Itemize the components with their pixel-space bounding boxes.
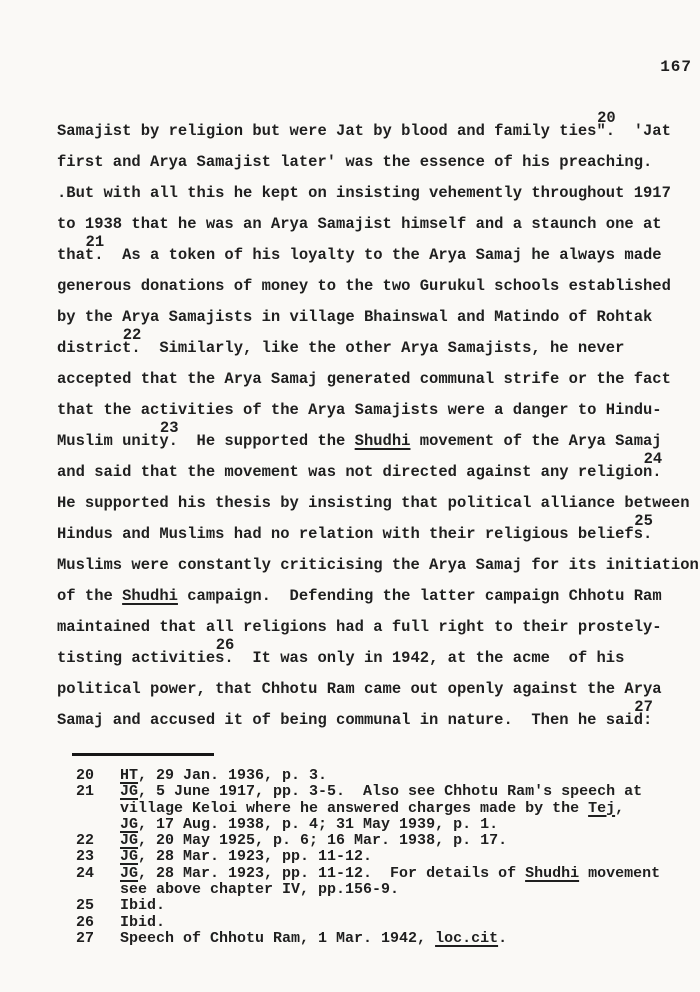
footnote-number: 20 (76, 767, 95, 784)
text-run: district. (57, 339, 141, 357)
footnote-line (120, 898, 700, 914)
footnote (76, 915, 700, 931)
text-run: accepted that the Arya Samaj generated communal strife or the fact (57, 370, 671, 388)
body-line: Samaj and accused it of being communal in nature. Then he said:27 (57, 698, 653, 729)
text-run: Samaj and accused it of being communal in nature. Then he said: (57, 711, 653, 729)
underlined-text: JG (120, 783, 139, 801)
footnote-line (120, 784, 700, 800)
text-run: Hindus and Muslims had no relation with their religious beliefs. (57, 525, 653, 543)
body-line (57, 550, 700, 581)
footnote-text (120, 849, 700, 865)
footnote-text (120, 931, 700, 947)
footnote-line (120, 833, 700, 849)
footnote-text (120, 915, 700, 931)
footnote-line (120, 817, 700, 833)
text-run: . (498, 929, 508, 947)
underlined-text: Shudhi (122, 587, 178, 605)
footnote (76, 898, 700, 914)
text-run: , 29 Jan. 1936, p. 3. (138, 767, 328, 784)
text-run: see above chapter IV, pp.156-9. (120, 881, 400, 899)
text-run: and said that the movement was not directed against any religion. (57, 463, 662, 481)
underlined-text: Shudhi (525, 864, 580, 882)
text-run: tisting activities. (57, 649, 234, 667)
footnote-line (120, 882, 700, 898)
footnote-divider (72, 753, 214, 756)
text-run: , 28 Mar. 1923, pp. 11-12. (138, 848, 373, 866)
body-line (57, 395, 700, 426)
underlined-text: HT (120, 767, 139, 784)
text-run: movement (579, 864, 661, 882)
footnote (76, 866, 700, 899)
footnote-text (120, 784, 700, 833)
text-run: , 17 Aug. 1938, p. 4; 31 May 1939, p. 1. (138, 815, 499, 833)
footnote-number: 22 (76, 832, 95, 850)
text-run: .But with all this he kept on insisting vehemently throughout 1917 (57, 184, 671, 202)
body-line (57, 674, 700, 705)
underlined-text: Shudhi (354, 432, 411, 450)
text-run: , (615, 799, 625, 817)
body-line (57, 209, 700, 240)
body-line: Hindus and Muslims had no relation with their religious beliefs.25 (57, 512, 653, 543)
body-line: Muslim unity.23 He supported the Shudhi movement of the Arya Samaj (57, 419, 662, 450)
text-run: , 20 May 1925, p. 6; 16 Mar. 1938, p. 17. (138, 832, 508, 850)
footnote (76, 849, 700, 865)
footnote-text (120, 898, 700, 914)
text-run: Ibid. (120, 897, 166, 915)
text-run: As a token of his loyalty to the Arya Samaj he always made (103, 246, 662, 264)
footnote (76, 833, 700, 849)
footnote-number: 24 (76, 864, 95, 882)
body-line: tisting activities.26 It was only in 1942, at the acme of his (57, 636, 625, 667)
underlined-text: loc.cit (435, 929, 499, 947)
text-run: , 5 June 1917, pp. 3-5. Also see Chhotu Ram's speech at (138, 783, 643, 801)
underlined-text: Tej (588, 799, 616, 817)
body-line (57, 364, 700, 395)
body-text (57, 109, 700, 736)
footnote (76, 931, 700, 947)
text-run: political power, that Chhotu Ram came out openly against the Arya (57, 680, 662, 698)
text-run: maintained that all religions had a full right to their prostely- (57, 618, 662, 636)
text-run: It was only in 1942, at the acme of his (233, 649, 625, 667)
body-line (57, 612, 700, 643)
text-run: Similarly, like the other Arya Samajists, he never (140, 339, 625, 357)
footnote-number: 26 (76, 913, 95, 931)
text-run: first and Arya Samajist later' was the essence of his preaching. (57, 153, 653, 171)
footnote-number: 27 (76, 929, 95, 947)
body-line (57, 302, 700, 333)
footnote-number: 23 (76, 848, 95, 866)
footnotes (76, 768, 700, 947)
text-run: movement of the Arya Samaj (410, 432, 662, 450)
underlined-text: JG (120, 815, 139, 833)
footnote (76, 784, 700, 833)
body-line (57, 271, 700, 302)
body-line: district.22 Similarly, like the other Arya Samajists, he never (57, 326, 625, 357)
footnote-line (120, 768, 700, 784)
text-run: to 1938 that he was an Arya Samajist himself and a staunch one at (57, 215, 662, 233)
body-line (57, 147, 700, 178)
text-run: , 28 Mar. 1923, pp. 11-12. For details of (138, 864, 526, 882)
text-run: that. (57, 246, 104, 264)
body-line: that.21 As a token of his loyalty to the Arya Samaj he always made (57, 233, 662, 264)
footnote-text (120, 866, 700, 899)
text-run: by the Arya Samajists in village Bhainswal and Matindo of Rohtak (57, 308, 653, 326)
footnote-text (120, 768, 700, 784)
text-run: generous donations of money to the two Gurukul schools established (57, 277, 671, 295)
body-line: Samajist by religion but were Jat by blood and family ties".20 'Jat (57, 109, 671, 140)
text-run: that the activities of the Arya Samajists were a danger to Hindu- (57, 401, 662, 419)
footnote-text (120, 833, 700, 849)
footnote-number: 25 (76, 897, 95, 915)
text-run: Samajist by religion but were Jat by blood and family ties". (57, 122, 616, 140)
footnote-line (120, 849, 700, 865)
text-run: He supported his thesis by insisting that political alliance between (57, 494, 690, 512)
underlined-text: JG (120, 848, 139, 866)
text-run: of the (57, 587, 123, 605)
text-run: 'Jat (615, 122, 671, 140)
text-run: Speech of Chhotu Ram, 1 Mar. 1942, (120, 929, 436, 947)
footnote (76, 768, 700, 784)
body-line (57, 488, 700, 519)
underlined-text: JG (120, 864, 139, 882)
text-run: village Keloi where he answered charges made by the (120, 799, 589, 817)
underlined-text: JG (120, 832, 139, 850)
footnote-line (120, 801, 700, 817)
page-number: 167 (660, 58, 692, 76)
body-line: and said that the movement was not directed against any religion.24 (57, 450, 663, 481)
footnote-number: 21 (76, 783, 95, 801)
footnote-line (120, 931, 700, 947)
text-run: He supported the (177, 432, 355, 450)
body-line (57, 581, 700, 612)
footnote-line (120, 866, 700, 882)
text-run: Ibid. (120, 913, 166, 931)
body-line (57, 178, 700, 209)
text-run: campaign. Defending the latter campaign Chhotu Ram (177, 587, 662, 605)
text-run: Muslim unity. (57, 432, 178, 450)
footnote-line (120, 915, 700, 931)
text-run: Muslims were constantly criticising the Arya Samaj for its initiation (57, 556, 699, 574)
